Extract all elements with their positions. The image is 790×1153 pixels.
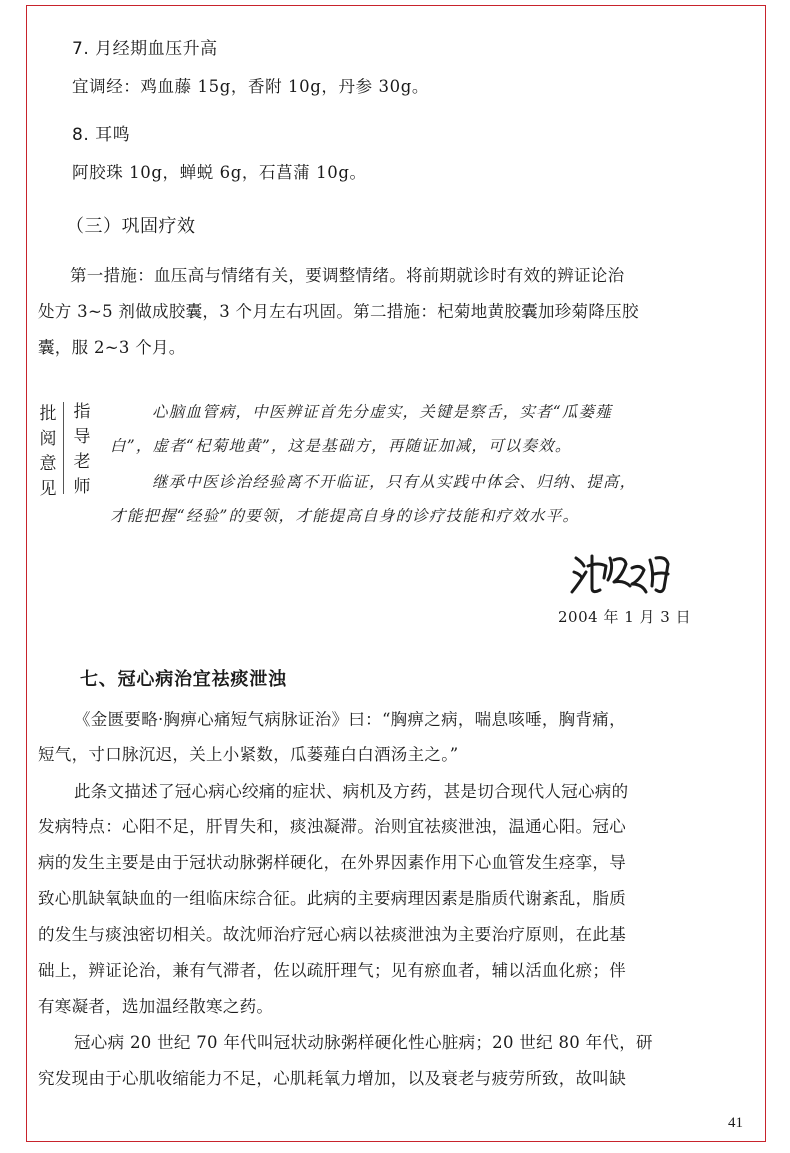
chapter-line-3: 此条文描述了冠心病心绞痛的症状、病机及方药，甚是切合现代人冠心病的 bbox=[74, 782, 629, 801]
chapter-line-11: 究发现由于心肌收缩能力不足，心肌耗氧力增加，以及衰老与疲劳所致，故叫缺 bbox=[38, 1069, 626, 1088]
chapter-line-10: 冠心病 20 世纪 70 年代叫冠状动脉粥样硬化性心脏病；20 世纪 80 年代，研 bbox=[74, 1033, 653, 1052]
section-3-line-3: 囊，服 2~3 个月。 bbox=[38, 338, 186, 357]
section-3-line-1: 第一措施：血压高与情绪有关，要调整情绪。将前期就诊时有效的辨证论治 bbox=[70, 266, 625, 285]
chapter-line-4: 发病特点：心阳不足，肝胃失和，痰浊凝滞。治则宜祛痰泄浊，温通心阳。冠心 bbox=[38, 817, 626, 836]
signature-image bbox=[570, 548, 680, 598]
review-label-right: 指导老师 bbox=[73, 402, 91, 497]
section-7-text: 宜调经：鸡血藤 15g，香附 10g，丹参 30g。 bbox=[72, 77, 430, 96]
chapter-line-2: 短气，寸口脉沉迟，关上小紧数，瓜蒌薤白白酒汤主之。” bbox=[38, 745, 459, 764]
chapter-line-5: 病的发生主要是由于冠状动脉粥样硬化，在外界因素作用下心血管发生痉挛，导 bbox=[38, 853, 626, 872]
chapter-line-8: 础上，辨证论治，兼有气滞者，佐以疏肝理气；见有瘀血者，辅以活血化瘀；伴 bbox=[38, 961, 626, 980]
section-3-heading: （三）巩固疗效 bbox=[66, 216, 196, 237]
review-divider bbox=[63, 402, 64, 494]
review-label-left: 批阅意见 bbox=[39, 404, 57, 499]
chapter-line-6: 致心肌缺氧缺血的一组临床综合征。此病的主要病理因素是脂质代谢紊乱，脂质 bbox=[38, 889, 626, 908]
page-number: 41 bbox=[728, 1115, 743, 1131]
chapter-line-7: 的发生与痰浊密切相关。故沈师治疗冠心病以祛痰泄浊为主要治疗原则，在此基 bbox=[38, 925, 626, 944]
review-comment-line-3: 继承中医诊治经验离不开临证，只有从实践中体会、归纳、提高， bbox=[152, 473, 637, 491]
review-comment-line-1: 心脑血管病，中医辨证首先分虚实，关键是察舌，实者“瓜蒌薤 bbox=[152, 403, 613, 421]
section-7-heading: 7. 月经期血压升高 bbox=[72, 39, 218, 59]
chapter-line-9: 有寒凝者，选加温经散寒之药。 bbox=[38, 997, 274, 1016]
chapter-line-1: 《金匮要略·胸痹心痛短气病脉证治》曰：“胸痹之病，喘息咳唾，胸背痛， bbox=[74, 710, 626, 729]
review-comment-line-4: 才能把握“经验”的要领，才能提高自身的诊疗技能和疗效水平。 bbox=[110, 507, 580, 525]
section-3-line-2: 处方 3~5 剂做成胶囊，3 个月左右巩固。第二措施：杞菊地黄胶囊加珍菊降压胶 bbox=[38, 302, 639, 321]
chapter-title: 七、冠心病治宜祛痰泄浊 bbox=[80, 669, 287, 690]
section-8-text: 阿胶珠 10g，蝉蜕 6g，石菖蒲 10g。 bbox=[72, 163, 367, 182]
review-date: 2004 年 1 月 3 日 bbox=[558, 608, 692, 626]
review-comment-line-2: 白”，虚者“杞菊地黄”，这是基础方，再随证加减，可以奏效。 bbox=[110, 437, 572, 455]
section-8-heading: 8. 耳鸣 bbox=[72, 125, 131, 145]
